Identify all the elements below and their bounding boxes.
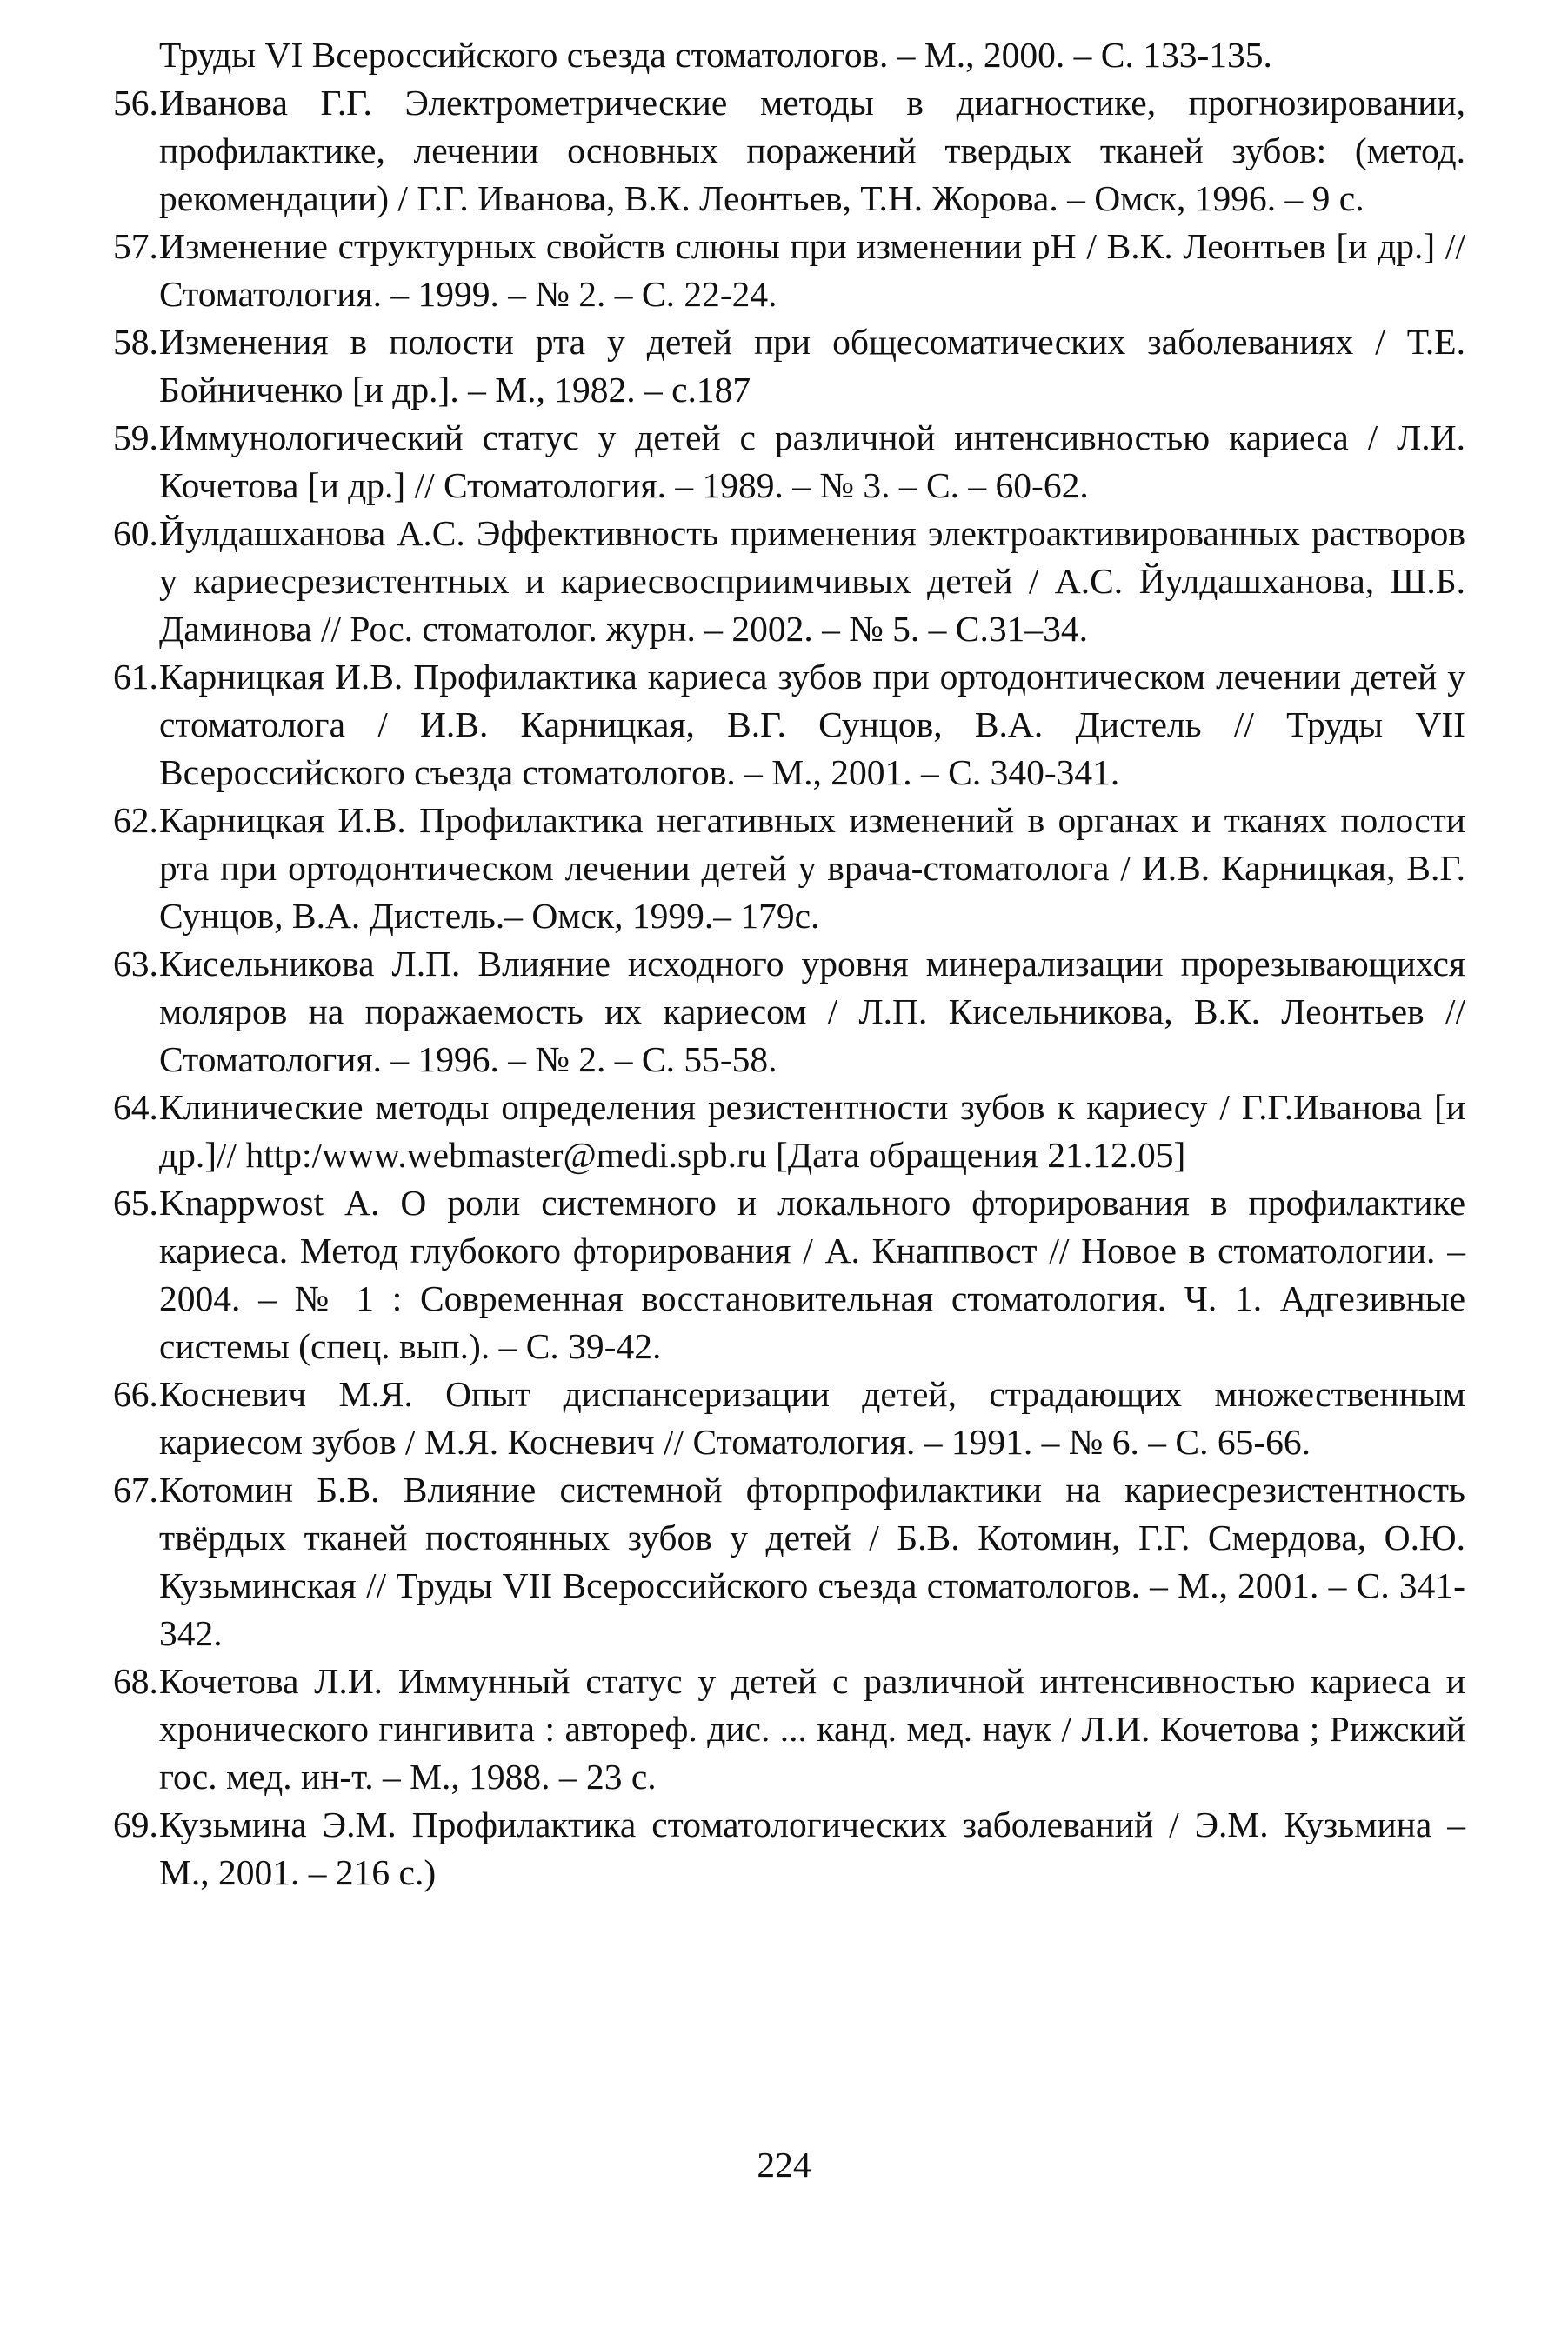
- reference-text: Йулдашханова А.С. Эффективность применения электроактивированных растворов у кариесрезистентных и кариесвосприимчивых детей / А.С. Йулдашханова, Ш.Б. Даминова // Рос. стоматолог. журн. – 2002. – № 5. – С.31–34.: [159, 513, 1465, 649]
- reference-text: Кисельникова Л.П. Влияние исходного уровня минерализации прорезывающихся моляров на поражаемость их кариесом / Л.П. Кисельникова, В.К. Леонтьев // Стоматология. – 1996. – № 2. – С. 55-58.: [159, 944, 1465, 1079]
- reference-number: 61.: [113, 657, 158, 697]
- reference-entry: [113, 223, 1465, 318]
- reference-text: Иммунологический статус у детей с различной интенсивностью кариеса / Л.И. Кочетова [и др.] // Стоматология. – 1989. – № 3. – С. – 60-62.: [159, 417, 1465, 505]
- reference-text: Косневич М.Я. Опыт диспансеризации детей, страдающих множественным кариесом зубов / М.Я. Косневич // Стоматология. – 1991. – № 6. – С. 65-66.: [159, 1374, 1465, 1462]
- reference-entry: [113, 79, 1465, 223]
- page-number: 224: [757, 2145, 811, 2185]
- reference-text: Кочетова Л.И. Иммунный статус у детей с различной интенсивностью кариеса и хронического гингивита : автореф. дис. ... канд. мед. наук / Л.И. Кочетова ; Рижский гос. мед. ин-т. – М., 1988. – 23 с.: [159, 1661, 1465, 1797]
- reference-number: 62.: [113, 800, 158, 840]
- reference-text: Котомин Б.В. Влияние системной фторпрофилактики на кариесрезистентность твёрдых тканей постоянных зубов у детей / Б.В. Котомин, Г.Г. Смердова, О.Ю. Кузьминская // Труды VII Всероссийского съезда стоматологов. – М., 2001. – С. 341-342.: [159, 1470, 1465, 1653]
- reference-entry: [113, 653, 1465, 797]
- reference-number: 67.: [113, 1470, 158, 1510]
- reference-entry: [113, 414, 1465, 510]
- reference-entry: [113, 1466, 1465, 1658]
- reference-text: Клинические методы определения резистентности зубов к кариесу / Г.Г.Иванова [и др.]// http:/www.webmaster@medi.spb.ru [Дата обращения 21.12.05]: [159, 1087, 1465, 1175]
- reference-entry: [113, 1179, 1465, 1371]
- continued-reference-text: Труды VI Всероссийского съезда стоматологов. – М., 2000. – С. 133-135.: [159, 35, 1272, 75]
- reference-text: Кузьмина Э.М. Профилактика стоматологических заболеваний / Э.М. Кузьмина – М., 2001. – 216 с.): [159, 1804, 1465, 1892]
- reference-number: 68.: [113, 1661, 158, 1701]
- reference-number: 69.: [113, 1804, 158, 1844]
- reference-entry: [113, 1658, 1465, 1801]
- reference-entry: [113, 797, 1465, 940]
- reference-number: 65.: [113, 1183, 158, 1223]
- reference-entry: [113, 940, 1465, 1084]
- reference-text: Изменения в полости рта у детей при общесоматических заболеваниях / Т.Е. Бойниченко [и др.]. – М., 1982. – с.187: [159, 322, 1465, 410]
- reference-text: Иванова Г.Г. Электрометрические методы в диагностике, прогнозировании, профилактике, лечении основных поражений твердых тканей зубов: (метод. рекомендации) / Г.Г. Иванова, В.К. Леонтьев, Т.Н. Жорова. – Омск, 1996. – 9 с.: [159, 83, 1465, 218]
- reference-entry: [113, 1371, 1465, 1466]
- reference-number: 57.: [113, 226, 158, 266]
- reference-number: 66.: [113, 1374, 158, 1414]
- reference-number: 60.: [113, 513, 158, 553]
- reference-text: Knappwost А. О роли системного и локального фторирования в профилактике кариеса. Метод глубокого фторирования / А. Кнаппвост // Новое в стоматологии. – 2004. – № 1 : Современная восстановительная стоматология. Ч. 1. Адгезивные системы (спец. вып.). – С. 39-42.: [159, 1183, 1465, 1366]
- reference-number: 56.: [113, 83, 158, 123]
- reference-text: Карницкая И.В. Профилактика негативных изменений в органах и тканях полости рта при ортодонтическом лечении детей у врача-стоматолога / И.В. Карницкая, В.Г. Сунцов, В.А. Дистель.– Омск, 1999.– 179с.: [159, 800, 1465, 936]
- reference-text: Карницкая И.В. Профилактика кариеса зубов при ортодонтическом лечении детей у стоматолога / И.В. Карницкая, В.Г. Сунцов, В.А. Дистель // Труды VII Всероссийского съезда стоматологов. – М., 2001. – С. 340-341.: [159, 657, 1465, 792]
- bibliography-list: [113, 31, 1465, 1897]
- reference-number: 58.: [113, 322, 158, 362]
- reference-number: 64.: [113, 1087, 158, 1127]
- reference-entry: [113, 1084, 1465, 1179]
- reference-entry: [113, 318, 1465, 414]
- reference-text: Изменение структурных свойств слюны при изменении pH / В.К. Леонтьев [и др.] // Стоматология. – 1999. – № 2. – С. 22-24.: [159, 226, 1465, 314]
- reference-entry: [113, 510, 1465, 653]
- reference-number: 59.: [113, 417, 158, 457]
- reference-entry: [113, 1801, 1465, 1897]
- reference-number: 63.: [113, 944, 158, 984]
